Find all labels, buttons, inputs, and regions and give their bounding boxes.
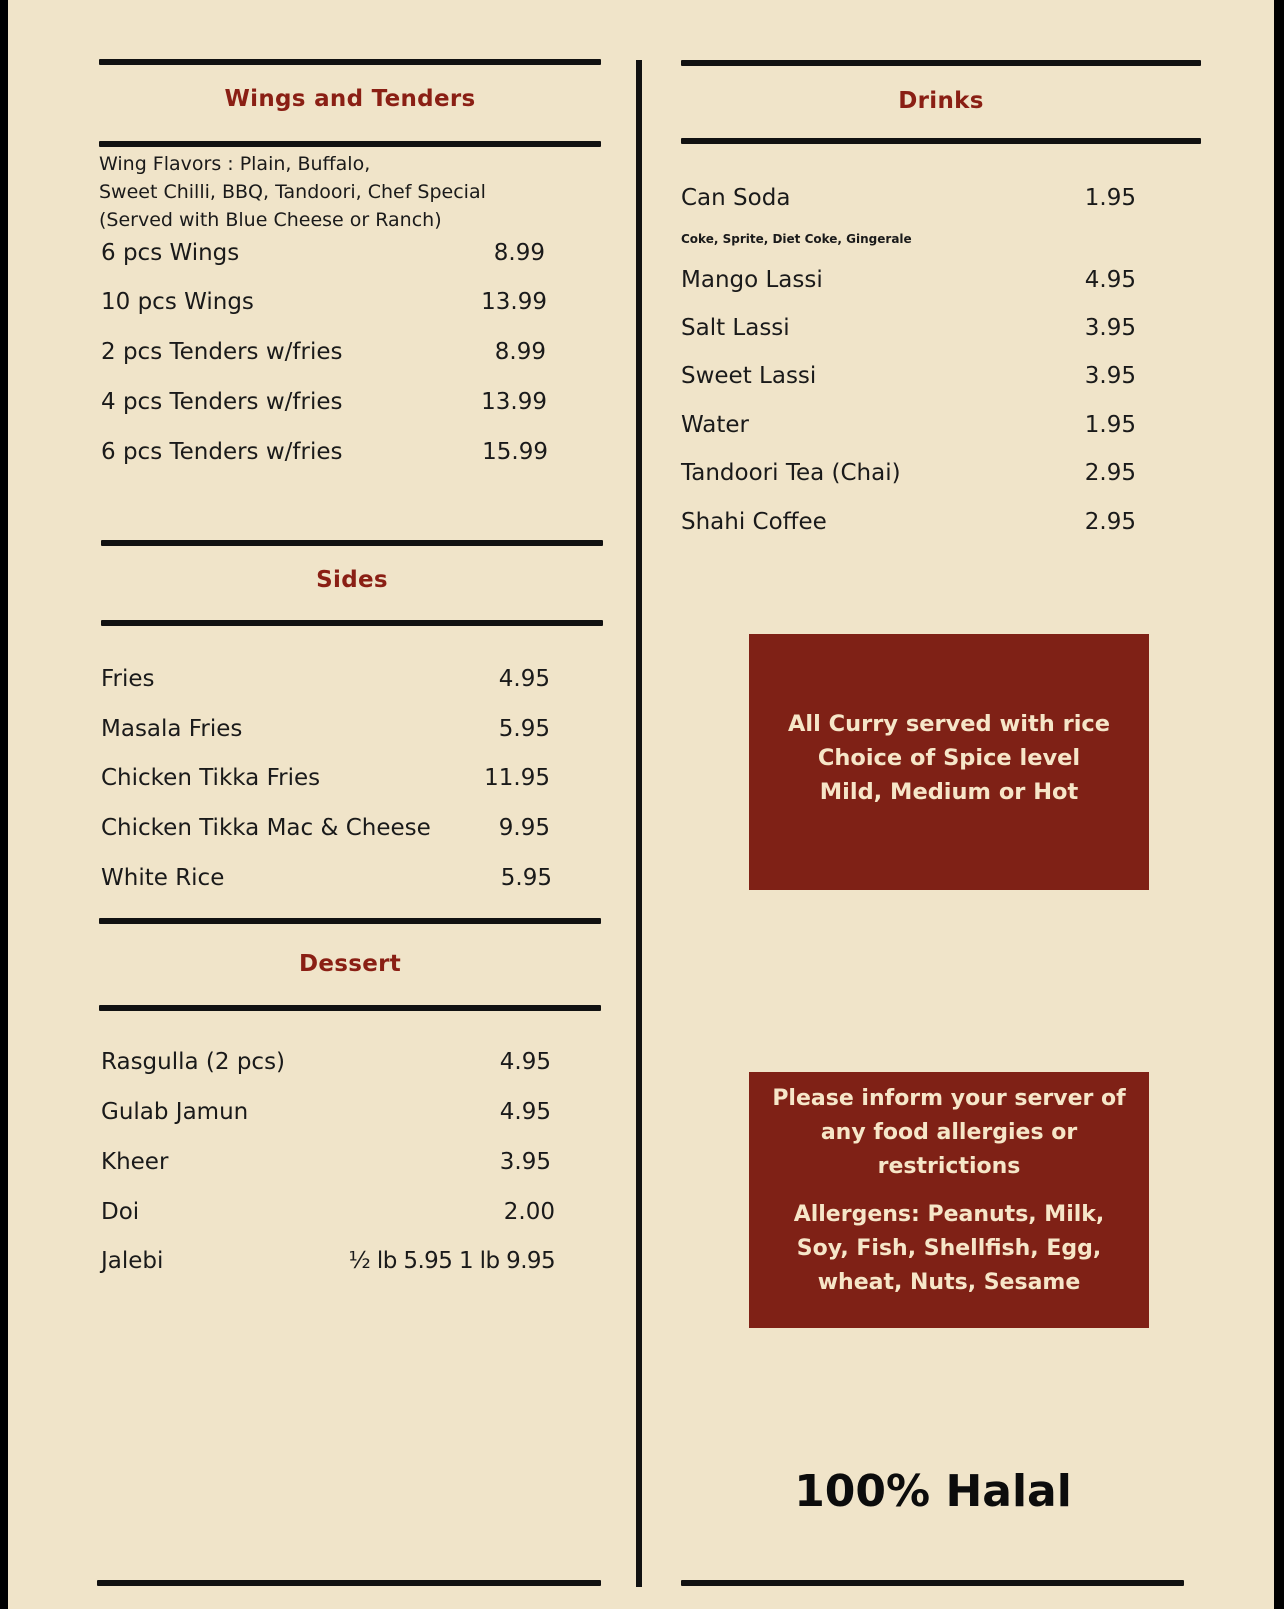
menu-item-name: Water [681, 412, 749, 438]
menu-item-price: 4.95 [499, 1099, 551, 1125]
menu-item-name: Mango Lassi [681, 267, 823, 293]
drinks-top-rule [681, 60, 1201, 66]
menu-item-price: ½ lb 5.95 1 lb 9.95 [348, 1248, 555, 1274]
menu-item-price: 2.95 [1084, 460, 1136, 486]
wing-flavors-line: (Served with Blue Cheese or Ranch) [99, 209, 442, 231]
menu-item-price: 5.95 [498, 716, 550, 742]
menu-item-name: White Rice [101, 865, 225, 891]
menu-item-name: Chicken Tikka Mac & Cheese [101, 815, 431, 841]
menu-item-price: 3.95 [1084, 363, 1136, 389]
menu-item-price: 13.99 [481, 289, 547, 315]
menu-item-name: 4 pcs Tenders w/fries [101, 389, 343, 415]
allergy-info-line: Please inform your server of [772, 1086, 1126, 1111]
menu-item-price: 3.95 [499, 1149, 551, 1175]
allergy-info-line: Allergens: Peanuts, Milk, [793, 1202, 1105, 1227]
menu-item-price: 4.95 [1084, 267, 1136, 293]
menu-item-name: Sweet Lassi [681, 363, 817, 389]
menu-item-name: Masala Fries [101, 716, 243, 742]
dessert-heading: Dessert [298, 951, 402, 977]
drinks-heading: Drinks [898, 88, 984, 114]
menu-item-name: 10 pcs Wings [101, 289, 254, 315]
wing-flavors-note [99, 150, 486, 234]
allergy-info-line: any food allergies or [820, 1120, 1078, 1145]
menu-item-price: 2.00 [503, 1199, 555, 1225]
wing-flavors-line: Wing Flavors : Plain, Buffalo, [99, 153, 371, 175]
menu-item-name: Jalebi [101, 1248, 164, 1274]
menu-item-name: 6 pcs Tenders w/fries [101, 439, 343, 465]
menu-item-price: 4.95 [499, 1049, 551, 1075]
menu-item-name: Gulab Jamun [101, 1099, 249, 1125]
menu-item-name: 6 pcs Wings [101, 240, 240, 266]
curry-info-line: All Curry served with rice [787, 711, 1111, 737]
right-bottom-rule [681, 1580, 1184, 1586]
dessert-bottom-rule [99, 1005, 601, 1011]
menu-item-price: 3.95 [1084, 315, 1136, 341]
menu-item-name: Salt Lassi [681, 315, 790, 341]
curry-info-line: Mild, Medium or Hot [819, 779, 1079, 805]
drinks-bottom-rule [681, 138, 1201, 144]
halal-badge: 100% Halal [794, 1466, 1072, 1517]
menu-item-name: Shahi Coffee [681, 509, 827, 535]
center-divider [636, 60, 642, 1587]
menu-item-price: 4.95 [498, 666, 550, 692]
allergy-info-box [749, 1072, 1149, 1328]
menu-item-price: 8.99 [494, 339, 546, 365]
curry-info-box [749, 634, 1149, 890]
sides-top-rule [101, 540, 603, 546]
allergy-info-line: restrictions [877, 1154, 1021, 1179]
menu-item-name: Can Soda [681, 185, 791, 211]
menu-item-price: 8.99 [493, 240, 545, 266]
dessert-top-rule [99, 918, 601, 924]
menu-item-price: 9.95 [498, 815, 550, 841]
allergy-info-line: Soy, Fish, Shellfish, Egg, [796, 1236, 1102, 1261]
menu-item-name: Tandoori Tea (Chai) [681, 460, 901, 486]
wings-top-rule [99, 59, 601, 65]
menu-item-price: 1.95 [1084, 185, 1136, 211]
menu-item-name: Doi [101, 1199, 140, 1225]
sides-bottom-rule [101, 620, 603, 626]
left-bottom-rule [97, 1580, 601, 1586]
allergy-info-line: wheat, Nuts, Sesame [817, 1270, 1081, 1295]
menu-item-price: 15.99 [482, 439, 548, 465]
menu-item-price: 1.95 [1084, 412, 1136, 438]
menu-item-price: 13.99 [481, 389, 547, 415]
menu-item-name: Fries [101, 666, 155, 692]
menu-item-name: Rasgulla (2 pcs) [101, 1049, 286, 1075]
menu-item-name: Chicken Tikka Fries [101, 765, 321, 791]
menu-item-name: 2 pcs Tenders w/fries [101, 339, 343, 365]
soda-flavors-note: Coke, Sprite, Diet Coke, Gingerale [681, 232, 912, 246]
wing-flavors-line: Sweet Chilli, BBQ, Tandoori, Chef Special [99, 181, 486, 203]
menu-item-price: 5.95 [500, 865, 552, 891]
menu-item-price: 11.95 [484, 765, 550, 791]
wings-bottom-rule [99, 141, 601, 147]
curry-info-line: Choice of Spice level [817, 745, 1081, 771]
menu-item-name: Kheer [101, 1149, 169, 1175]
menu-item-price: 2.95 [1084, 509, 1136, 535]
sides-heading: Sides [316, 567, 388, 593]
right-edge-strip [1274, 0, 1284, 1609]
wings-heading: Wings and Tenders [224, 86, 476, 112]
